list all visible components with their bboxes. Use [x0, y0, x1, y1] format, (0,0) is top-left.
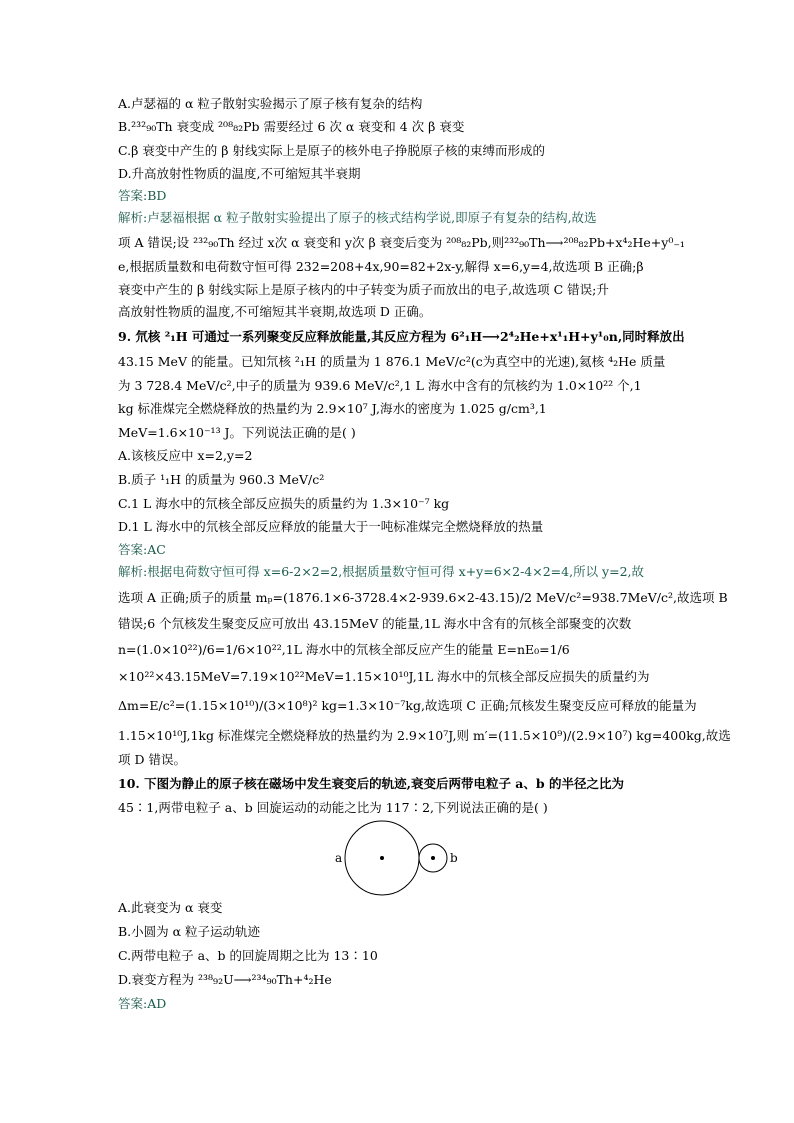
- q8-analysis-line: e,根据质量数和电荷数守恒可得 232=208+4x,90=82+2x-y,解得 x=6,y=4,故选项 B 正确;β: [118, 259, 644, 274]
- q10-option-b: B.小圆为 α 粒子运动轨迹: [118, 924, 261, 939]
- q9-answer: 答案:AC: [118, 542, 166, 557]
- q9-stem-line: 为 3 728.4 MeV/c²,中子的质量为 939.6 MeV/c²,1 L 海水中含有的氘核约为 1.0×10²² 个,1: [118, 378, 642, 393]
- q9-analysis-line: 项 D 错误。: [118, 752, 186, 767]
- q9-analysis-line: n=(1.0×10²²)/6=1/6×10²²,1L 海水中的氘核全部反应产生的能量 E=nE₀=1/6: [118, 642, 570, 657]
- label-a: a: [335, 851, 343, 865]
- q9-stem-line: 43.15 MeV 的能量。已知氘核 ²₁H 的质量为 1 876.1 MeV/c²(c为真空中的光速),氦核 ⁴₂He 质量: [118, 354, 666, 369]
- q9-stem-line: 9. 氘核 ²₁H 可通过一系列聚变反应释放能量,其反应方程为 6²₁H⟶2⁴₂He+x¹₁H+y¹₀n,同时释放出: [118, 329, 685, 344]
- q10-option-c: C.两带电粒子 a、b 的回旋周期之比为 13∶10: [118, 948, 378, 963]
- q9-analysis-line: ×10²²×43.15MeV=7.19×10²²MeV=1.15×10¹⁰J,1L 海水中的氘核全部反应损失的质量约为: [118, 669, 650, 684]
- q9-analysis-line: 解析:根据电荷数守恒可得 x=6-2×2=2,根据质量数守恒可得 x+y=6×2-4×2=4,所以 y=2,故: [118, 564, 645, 579]
- q9-option-d: D.1 L 海水中的氘核全部反应释放的能量大于一吨标准煤完全燃烧释放的热量: [118, 519, 544, 534]
- q8-option-a: A.卢瑟福的 α 粒子散射实验揭示了原子核有复杂的结构: [118, 96, 423, 111]
- q10-option-a: A.此衰变为 α 衰变: [118, 900, 223, 915]
- small-circle-center: [431, 856, 435, 860]
- q9-analysis-line: Δm=E/c²=(1.15×10¹⁰)/(3×10⁸)² kg=1.3×10⁻⁷kg,故选项 C 正确;氘核发生聚变反应可释放的能量为: [118, 698, 697, 713]
- q8-option-d: D.升高放射性物质的温度,不可缩短其半衰期: [118, 166, 361, 181]
- q9-option-b: B.质子 ¹₁H 的质量为 960.3 MeV/c²: [118, 472, 325, 487]
- q10-stem-line: 10. 下图为静止的原子核在磁场中发生衰变后的轨迹,衰变后两带电粒子 a、b 的半径之比为: [118, 776, 624, 791]
- q9-analysis-line: 1.15×10¹⁰J,1kg 标准煤完全燃烧释放的热量约为 2.9×10⁷J,则 m′=(11.5×10⁹)/(2.9×10⁷) kg=400kg,故选: [118, 728, 731, 743]
- q10-answer: 答案:AD: [118, 996, 167, 1011]
- q9-stem-line: kg 标准煤完全燃烧释放的热量约为 2.9×10⁷ J,海水的密度为 1.025 g/cm³,1: [118, 401, 547, 416]
- q8-option-c: C.β 衰变中产生的 β 射线实际上是原子的核外电子挣脱原子核的束缚而形成的: [118, 143, 545, 158]
- q8-analysis-line: 衰变中产生的 β 射线实际上是原子核内的中子转变为质子而放出的电子,故选项 C 错误;升: [118, 282, 609, 297]
- large-circle-center: [380, 856, 384, 860]
- q9-option-c: C.1 L 海水中的氘核全部反应损失的质量约为 1.3×10⁻⁷ kg: [118, 496, 450, 511]
- q8-analysis-line: 高放射性物质的温度,不可缩短其半衰期,故选项 D 正确。: [118, 304, 432, 319]
- q8-analysis-line: 项 A 错误;设 ²³²₉₀Th 经过 x次 α 衰变和 y次 β 衰变后变为 ²⁰⁸₈₂Pb,则²³²₉₀Th⟶²⁰⁸₈₂Pb+x⁴₂He+y⁰₋₁: [118, 235, 685, 250]
- decay-track-diagram: [335, 818, 465, 900]
- q9-option-a: A.该核反应中 x=2,y=2: [118, 448, 253, 463]
- q8-analysis-line: 解析:卢瑟福根据 α 粒子散射实验提出了原子的核式结构学说,即原子有复杂的结构,故选: [118, 210, 597, 225]
- q9-analysis-line: 选项 A 正确;质子的质量 mₚ=(1876.1×6-3728.4×2-939.6×2-43.15)/2 MeV/c²=938.7MeV/c²,故选项 B: [118, 590, 728, 605]
- q9-stem-line: MeV=1.6×10⁻¹³ J。下列说法正确的是( ): [118, 425, 356, 440]
- label-b: b: [450, 851, 458, 865]
- q9-analysis-line: 错误;6 个氘核发生聚变反应可放出 43.15MeV 的能量,1L 海水中含有的氘核全部聚变的次数: [118, 616, 632, 631]
- q10-option-d: D.衰变方程为 ²³⁸₉₂U⟶²³⁴₉₀Th+⁴₂He: [118, 972, 332, 987]
- q8-option-b: B.²³²₉₀Th 衰变成 ²⁰⁸₈₂Pb 需要经过 6 次 α 衰变和 4 次 β 衰变: [118, 119, 465, 134]
- q10-stem-line: 45∶1,两带电粒子 a、b 回旋运动的动能之比为 117∶2,下列说法正确的是( ): [118, 800, 548, 815]
- q8-answer: 答案:BD: [118, 188, 167, 203]
